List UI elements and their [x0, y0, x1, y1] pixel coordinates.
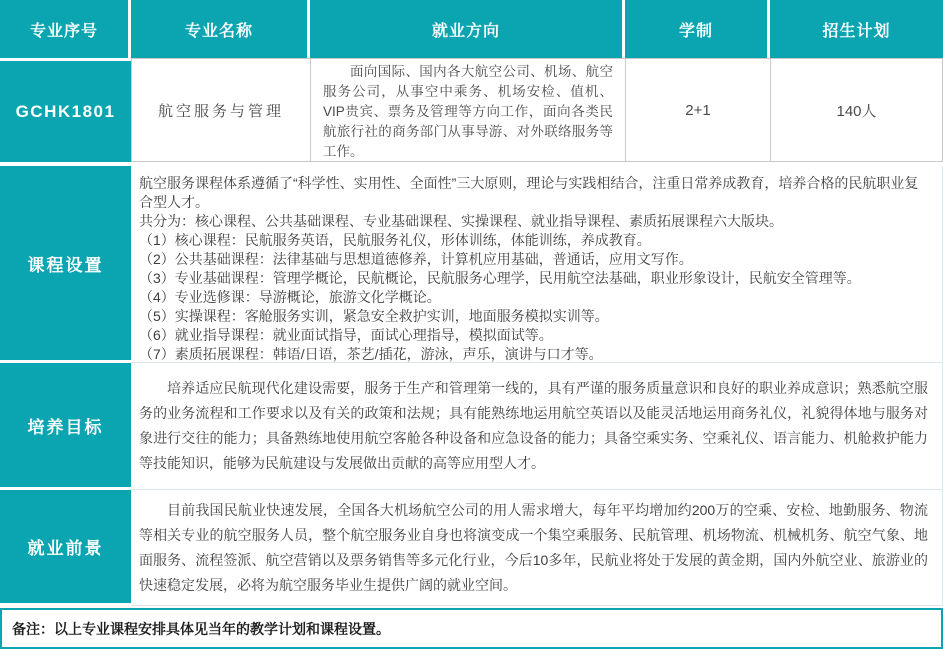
header-cell-serial: 专业序号	[0, 0, 131, 58]
major-name-cell: 航空服务与管理	[131, 59, 310, 161]
header-cell-schooling-length: 学制	[625, 0, 770, 58]
footer-note: 备注：以上专业课程安排具体见当年的教学计划和课程设置。	[0, 608, 943, 649]
schooling-length-cell: 2+1	[625, 59, 770, 161]
curriculum-item: （5）实操课程：客舱服务实训，紧急安全救护实训，地面服务模拟实训等。	[139, 308, 609, 324]
table-header-row	[0, 0, 943, 58]
curriculum-item: （6）就业指导课程：就业面试指导，面试心理指导，模拟面试等。	[139, 327, 553, 343]
employment-prospect-label: 就业前景	[0, 490, 131, 603]
header-cell-employment-direction: 就业方向	[310, 0, 625, 58]
program-row-cells	[131, 58, 943, 162]
employment-prospect-text: 目前我国民航业快速发展，全国各大机场航空公司的用人需求增大，每年平均增加约200万的空乘、安检、地勤服务、物流等相关专业的航空服务人员，整个航空服务业自身也将演变成一个集空乘服务、民航管理、机场物流、机械机务、航空气象、地面服务、流程签派、航空营销以及票务销售等多元化行业，今后10多年，民航业将处于发展的黄金期，国内外航空业、旅游业的快速稳定发展，必将为航空服务毕业生提供广阔的就业空间。	[139, 501, 928, 593]
curriculum-intro: 航空服务课程体系遵循了“科学性、实用性、全面性”三大原则，理论与实践相结合，注重日常养成教育，培养合格的民航职业复合型人才。	[139, 175, 919, 210]
employment-prospect-content	[131, 490, 943, 606]
training-goal-label: 培养目标	[0, 363, 131, 487]
employment-direction-cell	[310, 59, 625, 161]
section-curriculum	[0, 166, 943, 363]
curriculum-item: （7）素质拓展课程：韩语/日语，茶艺/插花，游泳，声乐，演讲与口才等。	[139, 346, 603, 362]
curriculum-content	[131, 166, 943, 363]
enrollment-plan-cell: 140人	[770, 59, 943, 161]
header-cell-enrollment-plan: 招生计划	[822, 22, 891, 40]
curriculum-item: （1）核心课程：民航服务英语，民航服务礼仪，形体训练，体能训练，养成教育。	[139, 232, 651, 248]
program-row	[0, 58, 943, 162]
header-cell-major-name: 专业名称	[131, 0, 310, 58]
employment-direction-text: 面向国际、国内各大航空公司、机场、航空服务公司，从事空中乘务、机场安检、值机、VIP贵宾、票务及管理等方向工作，面向各类民航旅行社的商务部门从事导游、对外联络服务等工作。	[323, 64, 613, 159]
training-goal-text: 培养适应民航现代化建设需要，服务于生产和管理第一线的，具有严谨的服务质量意识和良好的职业养成意识；熟悉航空服务的业务流程和工作要求以及有关的政策和法规；具有能熟练地运用航空英语以及能灵活地运用商务礼仪，礼貌得体地与服务对象进行交往的能力；具备熟练地使用航空客舱各种设备和应急设备的能力；具备空乘实务、空乘礼仪、语言能力、机舱救护能力等技能知识，能够为民航建设与发展做出贡献的高等应用型人才。	[139, 380, 928, 471]
training-goal-content	[131, 363, 943, 490]
section-training-goal	[0, 363, 943, 490]
curriculum-item: （4）专业选修课：导游概论，旅游文化学概论。	[139, 289, 441, 305]
program-serial-cell: GCHK1801	[0, 58, 131, 162]
section-employment-prospect	[0, 490, 943, 606]
curriculum-item: （2）公共基础课程：法律基础与思想道德修养，计算机应用基础，普通话，应用文写作。	[139, 251, 693, 267]
curriculum-label: 课程设置	[0, 166, 131, 360]
curriculum-overview: 共分为：核心课程、公共基础课程、专业基础课程、实操课程、就业指导课程、素质拓展课程六大版块。	[139, 213, 783, 229]
curriculum-item: （3）专业基础课程：管理学概论，民航概论，民航服务心理学，民用航空法基础，职业形象设计，民航安全管理等。	[139, 270, 861, 286]
